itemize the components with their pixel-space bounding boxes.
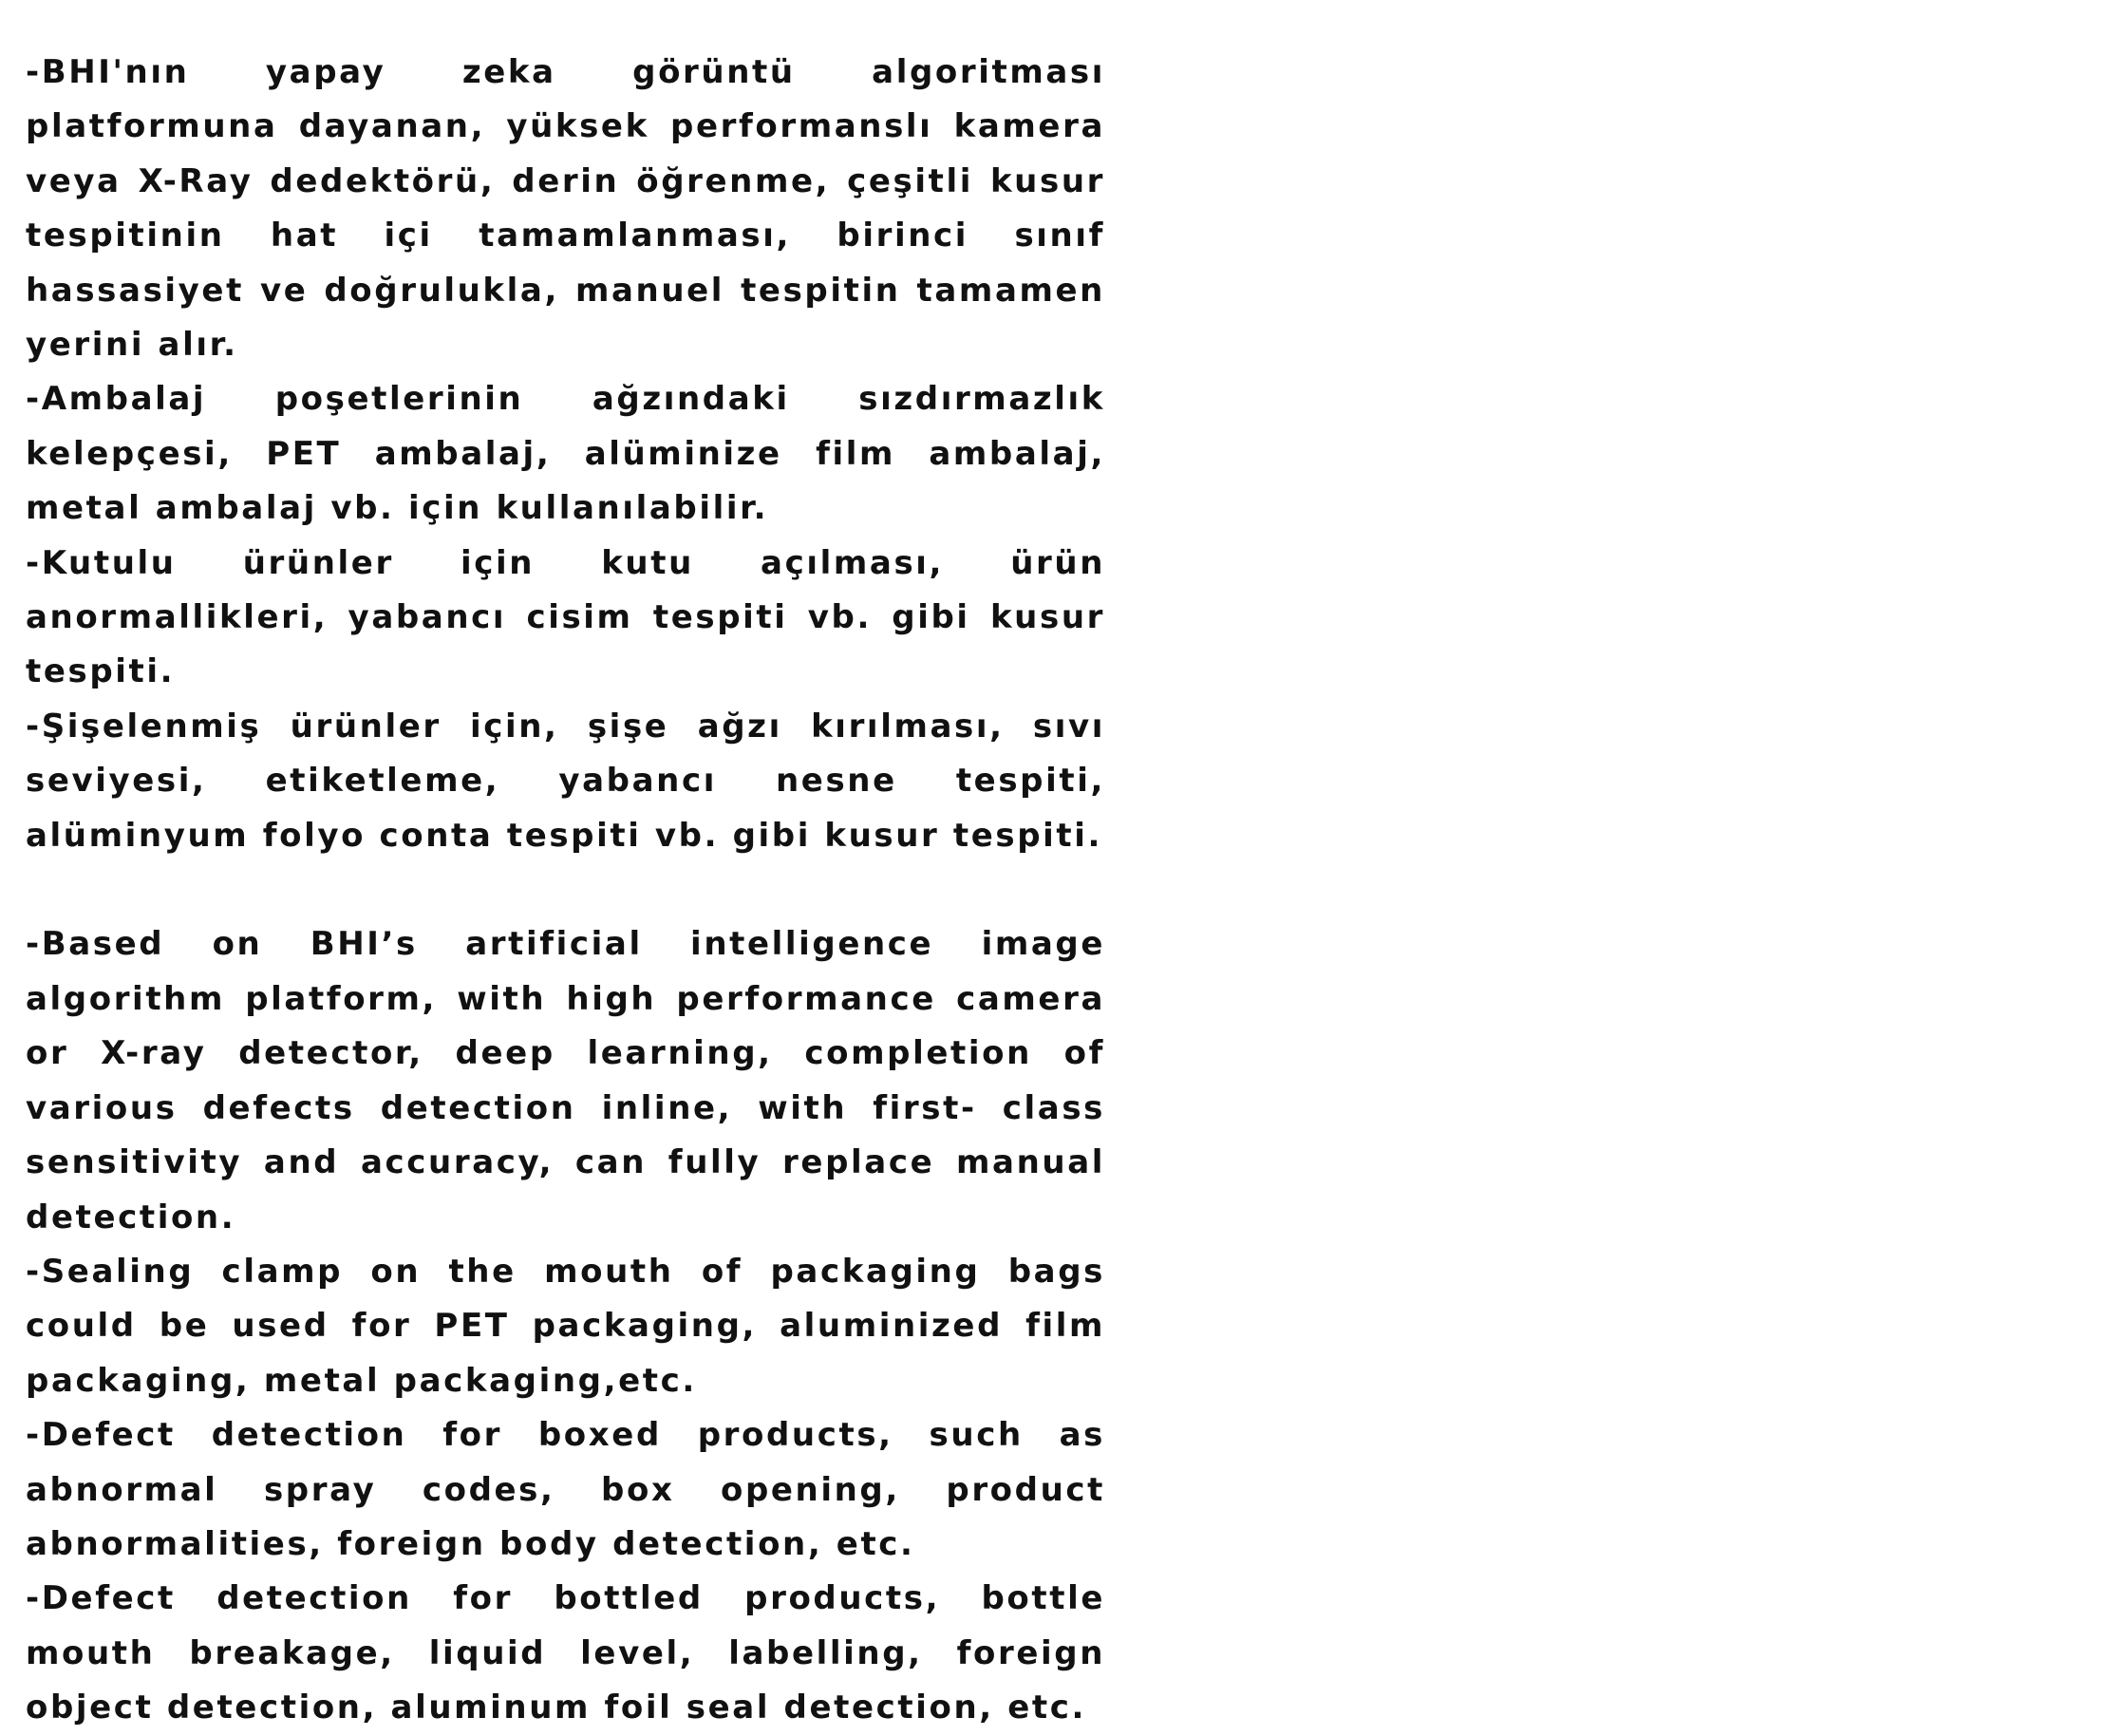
paragraph-bottled-products-tr: -Şişelenmiş ürünler için, şişe ağzı kırılması, sıvı seviyesi, etiketleme, yabancı nesne tespiti, alüminyum folyo conta tespiti vb. gibi kusur tespiti. [26,707,1105,855]
turkish-section [26,46,1105,863]
paragraph-ai-platform-tr: -BHI'nın yapay zeka görüntü algoritması platformuna dayanan, yüksek performanslı kamera veya X-Ray dedektörü, derin öğrenme, çeşitli kusur tespitinin hat içi tamamlanması, birinci sınıf hassasiyet ve doğrulukla, manuel tespitin tamamen yerini alır. [26,53,1105,365]
document-body [26,46,1105,1736]
paragraph-sealing-clamp-en: -Sealing clamp on the mouth of packaging bags could be used for PET packaging, aluminized film packaging, metal packaging,etc. [26,1252,1105,1400]
english-section [26,917,1105,1735]
paragraph-boxed-products-tr: -Kutulu ürünler için kutu açılması, ürün anormallikleri, yabancı cisim tespiti vb. gibi kusur tespiti. [26,543,1105,691]
paragraph-boxed-products-en: -Defect detection for boxed products, such as abnormal spray codes, box opening, product abnormalities, foreign body detection, etc. [26,1416,1105,1563]
paragraph-sealing-clamp-tr: -Ambalaj poşetlerinin ağzındaki sızdırmazlık kelepçesi, PET ambalaj, alüminize film ambalaj, metal ambalaj vb. için kullanılabilir. [26,380,1105,528]
section-spacer [26,863,1105,917]
paragraph-bottled-products-en: -Defect detection for bottled products, bottle mouth breakage, liquid level, labelling, foreign object detection, aluminum foil seal detection, etc. [26,1579,1105,1727]
paragraph-ai-platform-en: -Based on BHI’s artificial intelligence image algorithm platform, with high performance camera or X-ray detector, deep learning, completion of various defects detection inline, with first- class sensitivity and accuracy, can fully replace manual detection. [26,925,1105,1236]
